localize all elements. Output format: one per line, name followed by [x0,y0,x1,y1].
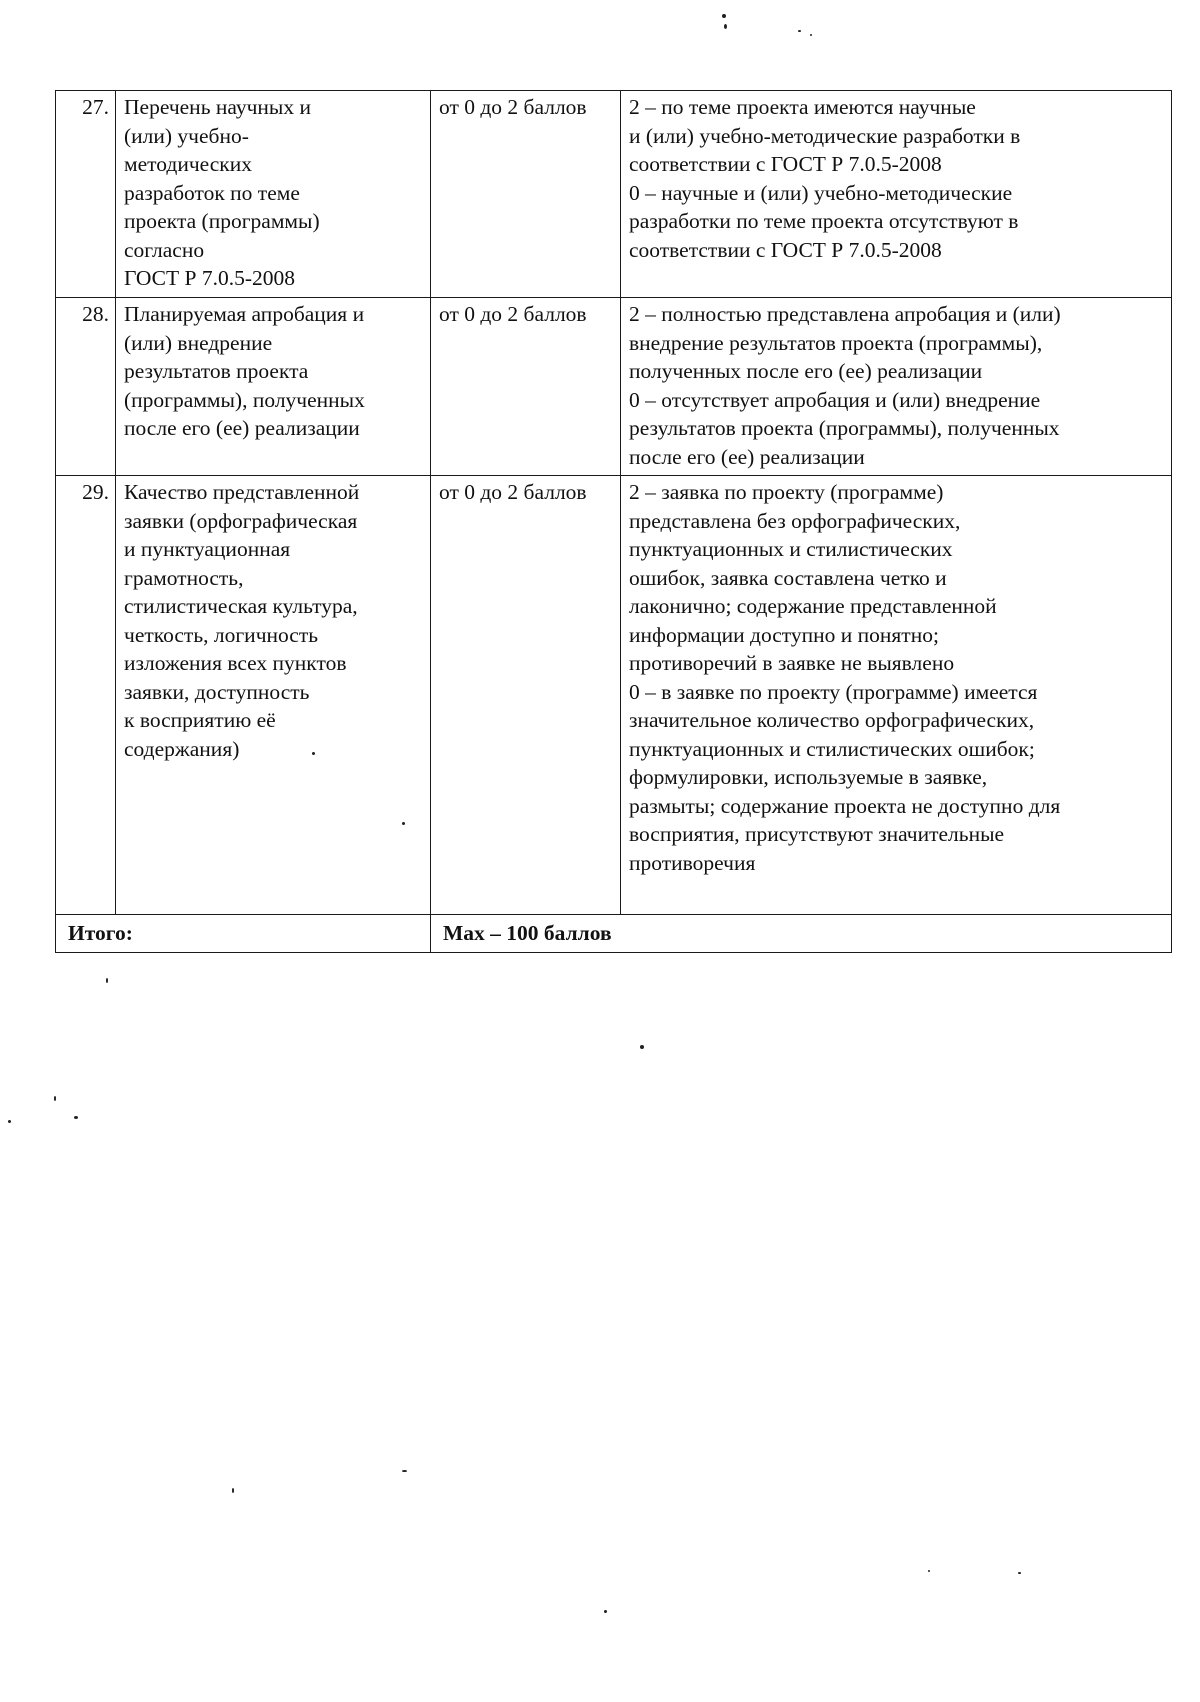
text-line: изложения всех пунктов [124,651,347,675]
text-line: внедрение результатов проекта (программы), [629,330,1043,355]
scoring-description [621,298,1172,476]
scoring-description [621,91,1172,298]
scan-speck [402,822,405,825]
text-line: разработки по теме проекта отсутствуют в [629,209,1019,233]
criterion-name [116,298,431,476]
text-line: заявки, доступность [124,679,310,704]
text-line: методических [124,152,252,176]
text-line: лаконично; содержание представленной [629,594,997,618]
text-line: восприятия, присутствуют значительные [629,822,1005,846]
text-line: (или) внедрение [124,330,273,355]
scan-speck [106,978,108,983]
criteria-table [55,90,1172,953]
text-line: результатов проекта [124,359,309,383]
criterion-name [116,91,431,298]
score-range: от 0 до 2 баллов [431,298,621,476]
scan-speck [1018,1572,1021,1574]
score-range: от 0 до 2 баллов [431,476,621,915]
text-line: результатов проекта (программы), полученных [629,416,1060,440]
text-line: 0 – отсутствует апробация и (или) внедрение [629,387,1041,412]
scan-speck [724,24,727,29]
text-line: содержания) [124,736,240,761]
text-line: и (или) учебно-методические разработки в [629,123,1021,148]
text-line: значительное количество орфографических, [629,708,1035,732]
text-line: 2 – заявка по проекту (программе) [629,480,944,504]
scan-speck [8,1120,11,1123]
text-line: пунктуационных и стилистических [629,537,953,561]
text-line: ГОСТ Р 7.0.5-2008 [124,266,296,290]
scan-speck [810,34,812,36]
text-line: Планируемая апробация и [124,302,365,326]
scan-speck [722,14,726,18]
text-line: согласно [124,237,205,262]
table-row [56,298,1172,476]
row-number: 28. [56,298,116,476]
text-line: информации доступно и понятно; [629,622,939,647]
text-line: представлена без орфографических, [629,508,961,533]
text-line: противоречия [629,850,756,875]
scoring-description [621,476,1172,915]
scan-speck [232,1488,234,1493]
table-row [56,476,1172,915]
text-line: размыты; содержание проекта не доступно для [629,793,1061,818]
scan-speck [74,1116,78,1119]
scan-speck [54,1096,56,1101]
text-line: пунктуационных и стилистических ошибок; [629,736,1035,761]
text-line: после его (ее) реализации [124,416,360,440]
text-line: заявки (орфографическая [124,508,358,533]
text-line: противоречий в заявке не выявлено [629,651,955,675]
total-label: Итого: [56,915,431,953]
text-line: 0 – в заявке по проекту (программе) имеется [629,679,1038,704]
table-row [56,91,1172,298]
text-line: проекта (программы) [124,209,320,233]
text-line: 2 – по теме проекта имеются научные [629,95,976,119]
scan-speck [928,1570,930,1572]
score-range: от 0 до 2 баллов [431,91,621,298]
text-line: 0 – научные и (или) учебно-методические [629,180,1013,205]
text-line: полученных после его (ее) реализации [629,359,983,383]
text-line: соответствии с ГОСТ Р 7.0.5-2008 [629,237,942,262]
scan-speck [798,30,801,32]
text-line: стилистическая культура, [124,594,358,618]
scan-speck [604,1610,607,1613]
text-line: четкость, логичность [124,622,319,647]
text-line: и пунктуационная [124,537,291,561]
text-line: (программы), полученных [124,387,365,412]
scan-speck [312,752,315,755]
total-row [56,915,1172,953]
row-number: 27. [56,91,116,298]
text-line: ошибок, заявка составлена четко и [629,565,947,590]
row-number: 29. [56,476,116,915]
text-line: разработок по теме [124,180,300,205]
text-line: соответствии с ГОСТ Р 7.0.5-2008 [629,152,942,176]
text-line: (или) учебно- [124,123,249,148]
text-line: грамотность, [124,565,244,590]
text-line: после его (ее) реализации [629,444,865,469]
scan-speck [402,1470,407,1472]
text-line: 2 – полностью представлена апробация и (или) [629,302,1061,326]
scan-speck [640,1045,644,1049]
total-value: Max – 100 баллов [431,915,1172,953]
criterion-name [116,476,431,915]
text-line: к восприятию её [124,708,276,732]
text-line: Перечень научных и [124,95,311,119]
text-line: Качество представленной [124,480,360,504]
text-line: формулировки, используемые в заявке, [629,765,988,789]
